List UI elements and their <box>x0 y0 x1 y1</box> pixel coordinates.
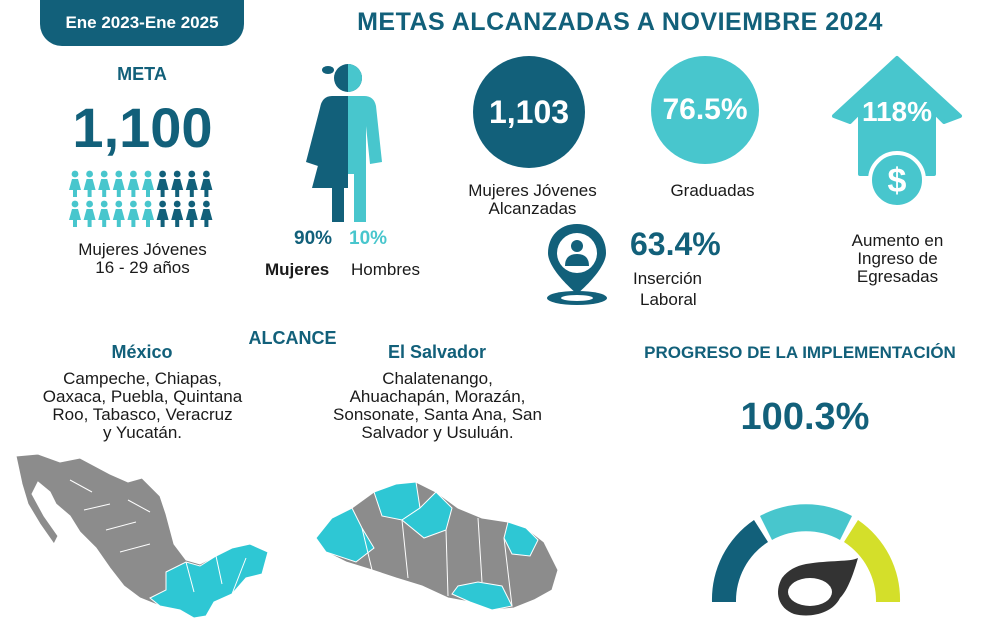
income-caption-1: Aumento en <box>851 231 944 250</box>
graduated-circle <box>651 56 759 164</box>
woman-figure-icon <box>142 171 154 197</box>
mexico-line-4: y Yucatán. <box>102 423 183 442</box>
graduated-caption: Graduadas <box>670 181 755 200</box>
salvador-departments <box>305 370 570 442</box>
reached-caption-2: Alcanzadas <box>488 199 577 218</box>
insertion-caption-2: Laboral <box>640 290 697 309</box>
progress-gauge <box>690 494 922 626</box>
women-figures-icon <box>68 170 218 230</box>
salvador-line-4: Salvador y Usuluán. <box>361 423 514 442</box>
meta-value: 1,100 <box>72 96 213 159</box>
mexico-line-3: Roo, Tabasco, Veracruz <box>52 405 233 424</box>
men-percent: 10% <box>349 228 388 249</box>
income-caption-3: Egresadas <box>856 267 939 286</box>
reached-circle <box>473 56 585 168</box>
woman-figure-icon <box>142 201 154 227</box>
woman-figure-icon <box>157 171 169 197</box>
svg-text:$: $ <box>887 162 907 200</box>
woman-figure-icon <box>69 201 81 227</box>
insertion-caption-1: Inserción <box>633 269 702 288</box>
woman-figure-icon <box>113 171 125 197</box>
mexico-map <box>10 452 272 624</box>
women-percent: 90% <box>294 228 333 249</box>
reached-value: 1,103 <box>488 93 570 130</box>
salvador-line-3: Sonsonate, Santa Ana, San <box>333 405 542 424</box>
woman-figure-icon <box>200 171 212 197</box>
salvador-line-2: Ahuachapán, Morazán, <box>349 387 526 406</box>
meta-caption-2: 16 - 29 años <box>95 258 190 277</box>
mexico-heading: México <box>111 342 173 362</box>
income-caption-2: Ingreso de <box>857 249 938 268</box>
salvador-heading: El Salvador <box>387 342 487 362</box>
reached-caption-1: Mujeres Jóvenes <box>468 181 597 200</box>
mexico-states <box>10 370 275 442</box>
meta-caption-1: Mujeres Jóvenes <box>78 240 207 259</box>
woman-figure-icon <box>171 171 183 197</box>
men-label: Hombres <box>351 260 420 279</box>
woman-figure-icon <box>84 171 96 197</box>
salvador-line-1: Chalatenango, <box>382 369 493 388</box>
house-dollar-icon <box>830 54 964 210</box>
woman-figure-icon <box>200 201 212 227</box>
el-salvador-map <box>312 478 564 616</box>
woman-figure-icon <box>127 201 139 227</box>
location-pin-icon <box>544 222 610 306</box>
woman-figure-icon <box>113 201 125 227</box>
woman-figure-icon <box>84 201 96 227</box>
woman-figure-icon <box>186 201 198 227</box>
gender-split-icon <box>298 62 398 230</box>
woman-figure-icon <box>171 201 183 227</box>
woman-figure-icon <box>69 171 81 197</box>
income-value: 118% <box>861 96 933 127</box>
women-label: Mujeres <box>265 260 330 279</box>
woman-figure-icon <box>127 171 139 197</box>
progress-heading: PROGRESO DE LA IMPLEMENTACIÓN <box>644 343 956 362</box>
reach-heading: ALCANCE <box>248 328 337 348</box>
insertion-value: 63.4% <box>630 226 721 262</box>
meta-label: META <box>117 64 167 84</box>
woman-figure-icon <box>186 171 198 197</box>
progress-value: 100.3% <box>740 396 870 438</box>
woman-figure-icon <box>157 201 169 227</box>
page-title: METAS ALCANZADAS A NOVIEMBRE 2024 <box>357 8 883 36</box>
mexico-line-1: Campeche, Chiapas, <box>63 369 222 388</box>
graduated-value: 76.5% <box>662 93 748 126</box>
mexico-line-2: Oaxaca, Puebla, Quintana <box>42 387 243 406</box>
woman-figure-icon <box>98 201 110 227</box>
woman-figure-icon <box>98 171 110 197</box>
period-badge: Ene 2023-Ene 2025 <box>40 0 244 46</box>
